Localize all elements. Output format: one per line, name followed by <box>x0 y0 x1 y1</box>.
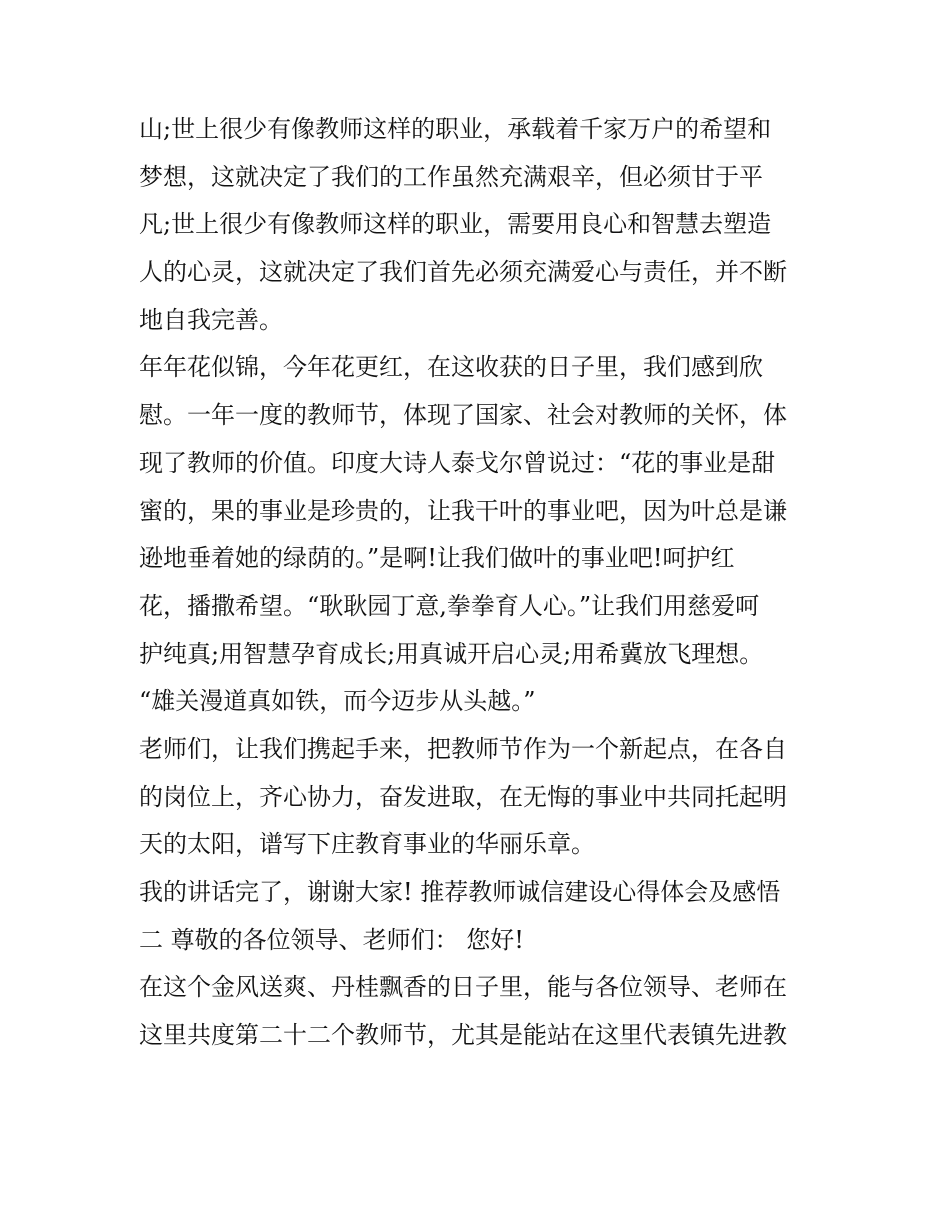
text-line: 慰。一年一度的教师节，体现了国家、社会对教师的关怀，体 <box>139 401 787 430</box>
text-line: 我的讲话完了，谢谢大家! 推荐教师诚信建设心得体会及感悟 <box>139 878 781 906</box>
text-line: 年年花似锦，今年花更红，在这收获的日子里，我们感到欣 <box>139 353 763 382</box>
document-body <box>139 106 829 1060</box>
text-line: 护纯真;用智慧孕育成长;用真诚开启心灵;用希冀放飞理想。 <box>139 639 764 668</box>
text-line: 在这个金风送爽、丹桂飘香的日子里，能与各位领导、老师在 <box>139 973 787 1002</box>
text-line: 蜜的，果的事业是珍贵的，让我干叶的事业吧，因为叶总是谦 <box>139 496 787 525</box>
text-line: “雄关漫道真如铁，而今迈步从头越。” <box>139 687 536 716</box>
text-line: 梦想，这就决定了我们的工作虽然充满艰辛，但必须甘于平 <box>139 162 763 191</box>
text-line: 凡;世上很少有像教师这样的职业，需要用良心和智慧去塑造 <box>139 210 772 239</box>
text-line: 人的心灵，这就决定了我们首先必须充满爱心与责任，并不断 <box>139 258 787 287</box>
text-line: 老师们，让我们携起手来，把教师节作为一个新起点，在各自 <box>139 734 787 763</box>
text-line: 逊地垂着她的绿荫的。”是啊!让我们做叶的事业吧!呵护红 <box>139 544 735 573</box>
text-line: 二 尊敬的各位领导、老师们： 您好! <box>139 925 524 954</box>
text-line: 地自我完善。 <box>139 305 283 334</box>
text-line: 花，播撒希望。“耿耿园丁意,拳拳育人心。”让我们用慈爱呵 <box>139 591 760 620</box>
text-line: 现了教师的价值。印度大诗人泰戈尔曾说过：“花的事业是甜 <box>139 448 776 477</box>
text-line: 山;世上很少有像教师这样的职业，承载着千家万户的希望和 <box>139 115 772 143</box>
text-line: 的岗位上，齐心协力，奋发进取，在无悔的事业中共同托起明 <box>139 782 787 811</box>
text-line: 这里共度第二十二个教师节，尤其是能站在这里代表镇先进教 <box>139 1021 787 1050</box>
text-line: 天的太阳，谱写下庄教育事业的华丽乐章。 <box>139 830 595 859</box>
